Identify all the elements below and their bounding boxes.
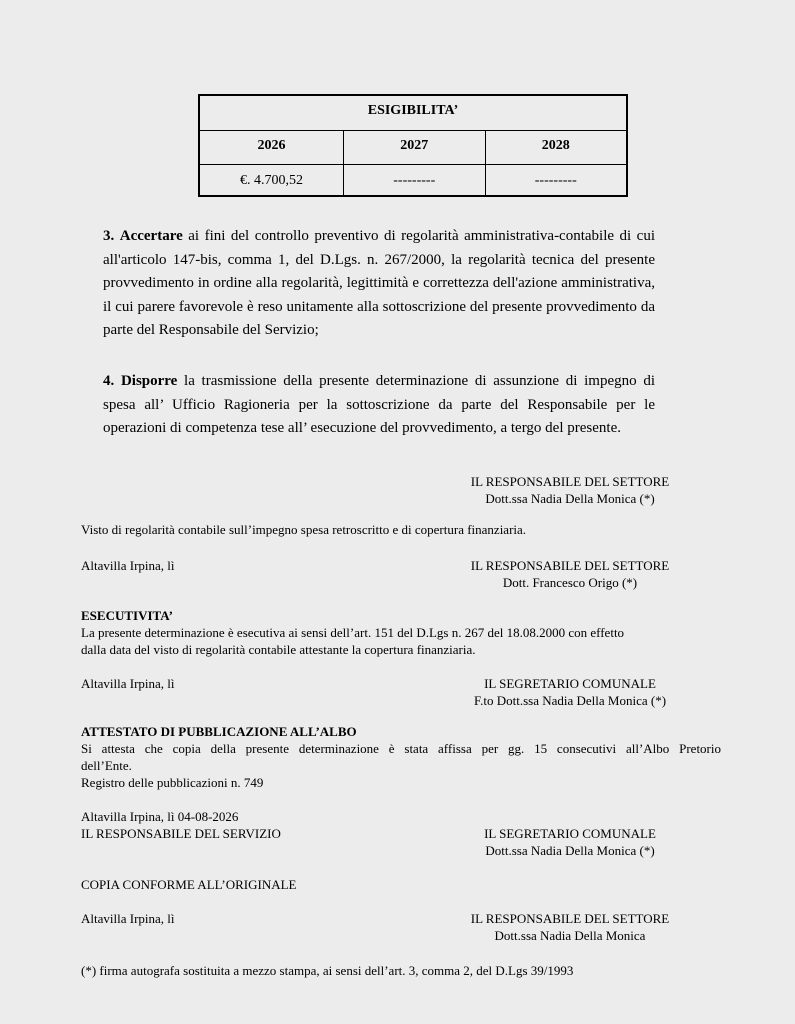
signature-name: Dott.ssa Nadia Della Monica (494, 928, 646, 943)
item-4-paragraph (103, 370, 655, 441)
year-cell-2028: 2028 (541, 138, 570, 153)
table-row-years (200, 131, 626, 165)
attestato-line-2: dell’Ente. (81, 758, 132, 773)
signature-role: IL SEGRETARIO COMUNALE (484, 676, 656, 691)
signature-name: F.to Dott.ssa Nadia Della Monica (*) (473, 693, 667, 708)
esecutivita-title: ESECUTIVITA’ (81, 608, 173, 623)
item-4-text: la trasmissione della presente determinazione di assunzione di impegno di spesa all’ Ufficio Ragioneria per la sottoscrizione da parte del Responsabile per le operazioni di competenza tese all’ esecuzione del provvedimento, a tergo del presente. (103, 373, 655, 436)
signature-role: IL RESPONSABILE DEL SETTORE (470, 911, 670, 926)
item-3-text: ai fini del controllo preventivo di regolarità amministrativa-contabile di cui all'articolo 147-bis, comma 1, del D.Lgs. n. 267/2000, la regolarità tecnica del presente provvedimento in ordine alla regolarità, legittimità e correttezza dell'azione amministrativa, il cui parere favorevole è reso unitamente alla sottoscrizione del presente provvedimento da parte del Responsabile del Servizio; (103, 228, 656, 338)
year-cell-2027: 2027 (344, 131, 486, 164)
value-cell-2027: --------- (344, 165, 486, 197)
attestato-title: ATTESTATO DI PUBBLICAZIONE ALL’ALBO (81, 724, 357, 739)
value-cell-2026: €. 4.700,52 (200, 165, 344, 197)
signature-block-3 (430, 675, 710, 709)
esecutivita-line-2: dalla data del visto di regolarità contabile attestante la copertura finanziaria. (81, 642, 476, 657)
value-cell-2028: --------- (534, 173, 577, 188)
signature-name: Dott.ssa Nadia Della Monica (*) (485, 843, 655, 858)
signature-role: IL RESPONSABILE DEL SETTORE (470, 474, 670, 489)
signature-block-2 (440, 557, 700, 591)
item-3-keyword: Accertare (119, 228, 183, 244)
copia-conforme: COPIA CONFORME ALL’ORIGINALE (81, 877, 297, 892)
footnote: (*) firma autografa sostituita a mezzo stampa, ai sensi dell’art. 3, comma 2, del D.Lgs 39/1993 (81, 963, 574, 978)
visto-text: Visto di regolarità contabile sull’impegno spesa retroscritto e di copertura finanziaria. (81, 522, 527, 537)
signature-block-1 (440, 473, 700, 507)
responsabile-servizio: IL RESPONSABILE DEL SERVIZIO (81, 826, 281, 841)
item-3-number: 3. (103, 228, 115, 244)
signature-name: Dott. Francesco Origo (*) (502, 575, 638, 590)
place-date-2: Altavilla Irpina, lì (81, 676, 175, 691)
signature-block-5 (440, 910, 700, 944)
place-date-3: Altavilla Irpina, lì 04-08-2026 (81, 809, 239, 824)
item-3-paragraph (103, 225, 655, 343)
place-date-1: Altavilla Irpina, lì (81, 558, 175, 573)
year-cell-2026: 2026 (200, 131, 344, 164)
item-4-keyword: Disporre (120, 373, 178, 389)
item-4-number: 4. (103, 373, 115, 389)
place-date-4: Altavilla Irpina, lì (81, 911, 175, 926)
signature-name: Dott.ssa Nadia Della Monica (*) (485, 491, 655, 506)
esigibilita-table (198, 94, 628, 197)
table-row-values (200, 165, 626, 197)
attestato-line-3: Registro delle pubblicazioni n. 749 (81, 775, 264, 790)
signature-role: IL RESPONSABILE DEL SETTORE (470, 558, 670, 573)
attestato-line-1: Si attesta che copia della presente determinazione è stata affissa per gg. 15 consecutivi all’Albo Pretorio (81, 741, 721, 756)
signature-role: IL SEGRETARIO COMUNALE (484, 826, 656, 841)
esecutivita-line-1: La presente determinazione è esecutiva ai sensi dell’art. 151 del D.Lgs n. 267 del 18.08.2000 con effetto (81, 625, 625, 640)
signature-block-4 (445, 825, 695, 859)
table-title: ESIGIBILITA’ (200, 96, 626, 131)
